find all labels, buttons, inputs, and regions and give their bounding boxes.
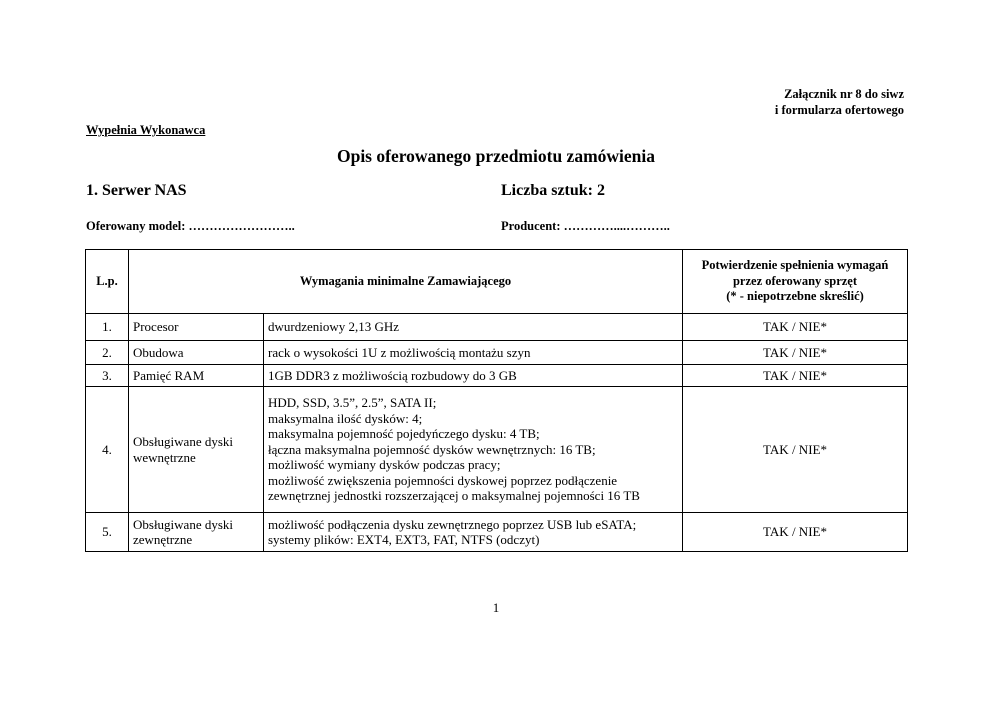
description-line: możliwość zwiększenia pojemności dyskowej poprzez podłączenie zewnętrznej jednostki rozszerzającej o maksymalnej pojemności 16 TB	[268, 472, 640, 504]
row-name: Pamięć RAM	[129, 365, 264, 387]
row-description	[264, 365, 683, 387]
row-confirmation: TAK / NIE*	[683, 387, 908, 513]
page-title: Opis oferowanego przedmiotu zamówienia	[336, 146, 656, 166]
row-name: Obsługiwane dyski zewnętrzne	[129, 513, 264, 552]
row-description	[264, 513, 683, 552]
page-number: 1	[492, 600, 500, 615]
table-row	[86, 341, 908, 365]
row-confirmation: TAK / NIE*	[683, 341, 908, 365]
annex-line-1: Załącznik nr 8 do siwz	[784, 87, 904, 101]
description-line: systemy plików: EXT4, EXT3, FAT, NTFS (odczyt)	[268, 532, 540, 547]
offered-model-field: Oferowany model: ……………………..	[86, 219, 295, 233]
row-lp: 2.	[86, 341, 129, 365]
row-confirmation: TAK / NIE*	[683, 314, 908, 341]
description-line: łączna maksymalna pojemność dysków wewnętrznych: 16 TB;	[268, 441, 596, 457]
row-lp: 1.	[86, 314, 129, 341]
header-lp: L.p.	[86, 250, 129, 314]
description-line: dwurdzeniowy 2,13 GHz	[268, 319, 400, 335]
table-header-row	[86, 250, 908, 314]
row-confirmation: TAK / NIE*	[683, 365, 908, 387]
description-line: HDD, SSD, 3.5”, 2.5”, SATA II;	[268, 395, 437, 411]
description-line: rack o wysokości 1U z możliwością montażu szyn	[268, 344, 531, 360]
quantity-label: Liczba sztuk: 2	[501, 182, 605, 199]
header-confirmation	[683, 250, 908, 314]
row-name: Obsługiwane dyski wewnętrzne	[129, 387, 264, 513]
description-line: maksymalna ilość dysków: 4;	[268, 410, 423, 426]
row-description	[264, 341, 683, 365]
header-confirmation-line-1: Potwierdzenie spełnienia wymagań	[701, 258, 889, 273]
table-row	[86, 314, 908, 341]
row-description	[264, 314, 683, 341]
row-confirmation: TAK / NIE*	[683, 513, 908, 552]
requirements-table	[85, 249, 908, 552]
row-lp: 3.	[86, 365, 129, 387]
row-lp: 4.	[86, 387, 129, 513]
description-line: maksymalna pojemność pojedyńczego dysku: 4 TB;	[268, 426, 540, 442]
row-lp: 5.	[86, 513, 129, 552]
row-name: Obudowa	[129, 341, 264, 365]
header-confirmation-line-3: (* - niepotrzebne skreślić)	[726, 289, 864, 304]
row-name: Procesor	[129, 314, 264, 341]
row-description	[264, 387, 683, 513]
header-confirmation-line-2: przez oferowany sprzęt	[732, 273, 858, 288]
table-row	[86, 365, 908, 387]
table-row	[86, 513, 908, 552]
description-line: możliwość wymiany dysków podczas pracy;	[268, 457, 501, 473]
filled-by-label: Wypełnia Wykonawca	[86, 123, 206, 137]
description-line: 1GB DDR3 z możliwością rozbudowy do 3 GB	[268, 367, 517, 383]
producer-field: Producent: …………....………..	[501, 219, 670, 233]
annex-line-2: i formularza ofertowego	[774, 103, 904, 117]
table-row	[86, 387, 908, 513]
description-line: możliwość podłączenia dysku zewnętrznego poprzez USB lub eSATA;	[268, 516, 637, 532]
section-title: 1. Serwer NAS	[86, 182, 187, 199]
annex-reference	[775, 86, 904, 118]
header-requirements: Wymagania minimalne Zamawiającego	[129, 250, 683, 314]
